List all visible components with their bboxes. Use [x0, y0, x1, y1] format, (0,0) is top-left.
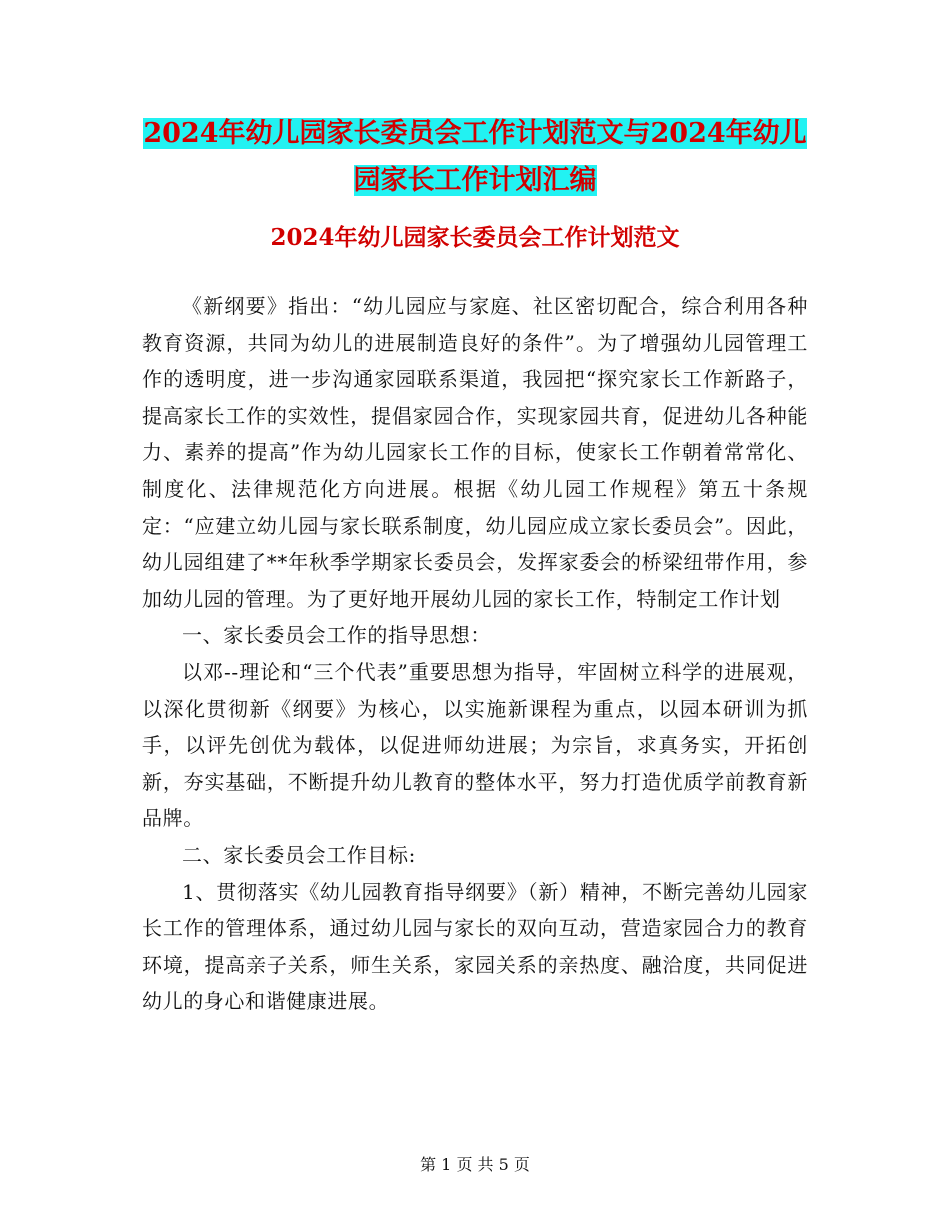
page-footer: 第 1 页 共 5 页	[420, 1155, 530, 1174]
paragraph-guiding-ideology: 以邓--理论和“三个代表”重要思想为指导，牢固树立科学的进展观，以深化贯彻新《纲要》为核心，以实施新课程为重点，以园本研训为抓手，以评先创优为载体，以促进师幼进展；为宗旨，求真务实，开拓创新，夯实基础，不断提升幼儿教育的整体水平，努力打造优质学前教育新品牌。	[142, 659, 808, 831]
paragraph-intro: 《新纲要》指出：“幼儿园应与家庭、社区密切配合，综合利用各种教育资源，共同为幼儿的进展制造良好的条件”。为了增强幼儿园管理工作的透明度，进一步沟通家园联系渠道，我园把“探究家长工作新路子，提高家长工作的实效性，提倡家园合作，实现家园共育，促进幼儿各种能力、素养的提高”作为幼儿园家长工作的目标，使家长工作朝着常常化、制度化、法律规范化方向进展。根据《幼儿园工作规程》第五十条规定：“应建立幼儿园与家长联系制度，幼儿园应成立家长委员会”。因此，幼儿园组建了**年秋季学期家长委员会，发挥家委会的桥梁纽带作用，参加幼儿园的管理。为了更好地开展幼儿园的家长工作，特制定工作计划	[142, 294, 808, 611]
paragraph-goal-1: 1、贯彻落实《幼儿园教育指导纲要》（新）精神，不断完善幼儿园家长工作的管理体系，通过幼儿园与家长的双向互动，营造家园合力的教育环境，提高亲子关系，师生关系，家园关系的亲热度、融洽度，共同促进幼儿的身心和谐健康进展。	[142, 879, 808, 1014]
heading-guiding-ideology: 一、家长委员会工作的指导思想：	[182, 623, 491, 648]
document-title	[140, 110, 810, 204]
heading-work-goals: 二、家长委员会工作目标:	[182, 842, 416, 867]
document-body	[142, 288, 808, 1020]
document-title-text: 2024年幼儿园家长委员会工作计划范文与2024年幼儿园家长工作计划汇编	[143, 118, 807, 196]
section-title: 2024年幼儿园家长委员会工作计划范文	[270, 224, 680, 251]
